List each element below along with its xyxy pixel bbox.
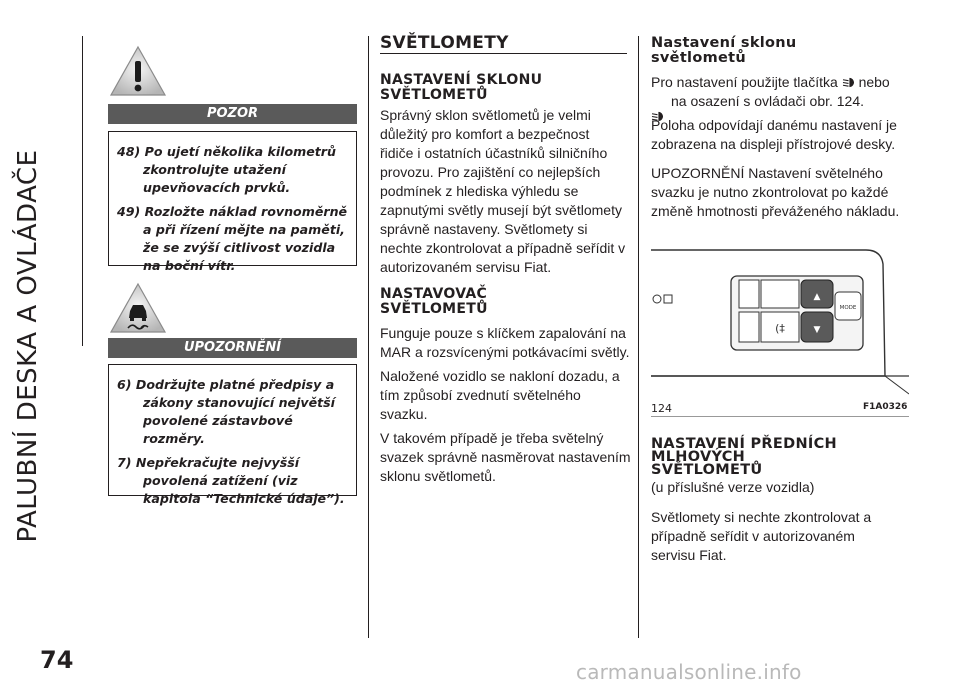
page-number: 74 — [40, 646, 74, 674]
subsection-title-fog-lights: NASTAVENÍ PŘEDNÍCH MLHOVÝCH SVĚTLOMETŮ — [651, 436, 837, 478]
caution-title-bar: UPOZORNĚNÍ — [108, 338, 357, 358]
svg-text:▼: ▼ — [813, 325, 821, 335]
svg-text:(‡: (‡ — [775, 322, 785, 335]
paragraph-aim-display: Poloha odpovídají danému nastavení je zobrazena na displeji přístrojové desky. — [651, 117, 897, 152]
figure-code: F1A0326 — [863, 402, 908, 412]
car-skid-icon — [108, 281, 168, 336]
chapter-title: PALUBNÍ DESKA A OVLÁDAČE — [13, 149, 43, 543]
subsection-title-headlight-adjuster: NASTAVOVAČ SVĚTLOMETŮ — [380, 286, 488, 317]
warning-title-bar: POZOR — [108, 104, 357, 124]
subsection-title-headlight-aim: NASTAVENÍ SKLONU SVĚTLOMETŮ — [380, 72, 543, 103]
paragraph-adjuster-3: V takovém případě je třeba světelný svazek správně nasměrovat nastavením sklonu světlometů. — [380, 430, 631, 484]
chapter-rule — [82, 36, 83, 346]
warning-triangle-icon — [108, 44, 168, 99]
warning-item-49: 49) Rozložte náklad rovnoměrně a při řízení mějte na paměti, že se zvýší citlivost vozidla na boční vítr. — [117, 204, 348, 273]
svg-text:▲: ▲ — [813, 292, 821, 302]
headlight-low-beam-icon — [842, 77, 855, 88]
paragraph-headlight-aim: Správný sklon světlometů je velmi důležitý pro komfort a bezpečnost řidiče i ostatních účastníků silničního provozu. Pro zajištění co nejlepších podmínek z hlediska výhledu se zapnutými světly musejí být světlomety správně nastaveny. Světlomety si nechte zkontrolovat a případně seřídit v autorizovaném servisu Fiat. — [380, 107, 626, 275]
fog-lights-subtitle: (u příslušné verze vozidla) — [651, 479, 815, 495]
section-rule — [380, 53, 627, 54]
paragraph-fog-lights: Světlomety si nechte zkontrolovat a případně seřídit v autorizovaném servisu Fiat. — [651, 509, 872, 563]
section-title: SVĚTLOMETY — [380, 33, 509, 53]
warning-item-48: 48) Po ujetí několika kilometrů zkontrolujte utažení upevňovacích prvků. — [117, 144, 336, 195]
subsection-title-aim-setting: Nastavení sklonu světlometů — [651, 35, 797, 66]
figure-number: 124 — [651, 402, 672, 415]
paragraph-aim-buttons: Pro nastavení použijte tlačítka nebo na osazení s ovládači obr. 124. — [651, 74, 890, 109]
figure-headlight-control-panel — [651, 236, 909, 396]
figure-rule — [651, 416, 909, 417]
caution-item-6: 6) Dodržujte platné předpisy a zákony stanovující největší povolené zástavbové rozměry. — [117, 377, 335, 446]
column-divider-left — [368, 36, 369, 638]
figure-mode-label: MODE — [839, 305, 857, 311]
paragraph-adjuster-2: Naložené vozidlo se nakloní dozadu, a tím způsobí zvednutí světelného svazku. — [380, 368, 620, 422]
paragraph-adjuster-1: Funguje pouze s klíčkem zapalování na MAR a rozsvícenými potkávacími světly. — [380, 325, 630, 360]
warning-box — [108, 131, 357, 273]
column-divider-right — [638, 36, 639, 638]
caution-item-7: 7) Nepřekračujte nejvyšší povolená zatížení (viz kapitola “Technické údaje”). — [117, 455, 345, 506]
paragraph-aim-note: UPOZORNĚNÍ Nastavení světelného svazku je nutno zkontrolovat po každé změně hmotnosti převáženého nákladu. — [651, 165, 900, 219]
caution-box — [108, 364, 357, 506]
watermark: carmanualsonline.info — [576, 660, 802, 684]
